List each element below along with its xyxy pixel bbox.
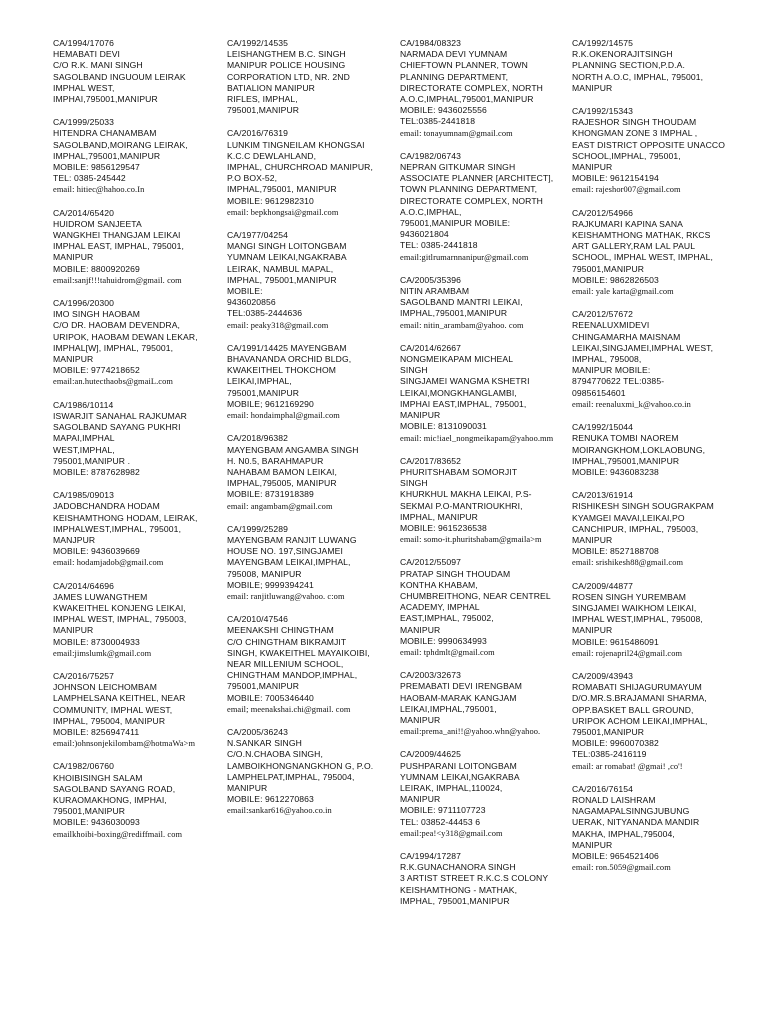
address-column [572,38,750,885]
email-line: email: hitiec@hahoo.co.In [53,185,145,195]
directory-entry [53,671,231,749]
email-line: email: hondaimphal@gmail.com [227,411,340,421]
entry-line: JOHNSON LEICHOMBAM [53,682,157,693]
entry-line: SINGH [400,478,428,489]
entry-line: IMPHALWEST,IMPHAL, 795001, [53,523,182,534]
entry-line: LEIKAI,IMPHAL,795001, [400,703,497,714]
entry-line: EAST,IMPHAL, 795002, [400,613,494,624]
entry-line: LEISHANGTHEM B.C. SINGH [227,49,346,60]
membership-number: CA/1999/25033 [53,117,115,128]
entry-line: CHIEFTOWN PLANNER, TOWN [400,60,528,71]
membership-number: CA/1985/09013 [53,490,115,501]
entry-line: HAOBAM-MARAK KANGJAM [400,692,517,703]
address-column [227,38,405,829]
entry-line: MAPAI,IMPHAL [53,433,115,444]
directory-entry [227,128,405,218]
entry-line: SAGOLBAND SAYANG ROAD, [53,783,176,794]
entry-line: MOBILE: 9612982310 [227,195,314,206]
entry-line: IMPHAL, MANIPUR [400,511,478,522]
directory-entry [400,749,578,839]
entry-line: NAGAMAPALSINNGJUBUNG [572,806,690,817]
entry-line: A.O.C,IMPHAL, [400,206,462,217]
entry-line: MOBILE: 9612154194 [572,173,659,184]
membership-number: CA/1994/17076 [53,38,115,48]
entry-line: LAMPHELPAT,IMPHAL, 795004, [227,771,355,782]
entry-line: MOBILE: 8256947411 [53,726,140,737]
entry-line: MOBILE: 7005346440 [227,692,314,703]
entry-line: SAGOLBAND INGUOUM LEIRAK [53,71,186,82]
entry-line: 3 ARTIST STREET R.K.C.S COLONY [400,873,549,884]
entry-line: BHAVANANDA ORCHID BLDG, [227,354,352,365]
entry-line: MAYENGBAM RANJIT LUWANG [227,534,357,545]
entry-line: UERAK, NITYANANDA MANDIR [572,817,700,828]
entry-line: HOUSE NO. 197,SINGJAMEI [227,546,343,557]
entry-line: C/O CHINGTHAM BIKRAMJIT [227,636,347,647]
entry-line: EAST DISTRICT OPPOSITE UNACCO [572,139,725,150]
entry-line: MANIPUR [400,410,441,421]
entry-line: MAKHA, IMPHAL,795004, [572,828,675,839]
directory-entry [53,298,231,388]
entry-line: MANGI SINGH LOITONGBAM [227,241,347,252]
membership-number: CA/2009/44625 [400,749,462,760]
entry-line: IMPHAL[W], IMPHAL, 795001, [53,342,174,353]
entry-line: TEL: 0385-2441818 [400,240,478,251]
membership-number: CA/1977/04254 [227,230,289,241]
entry-line: PUSHPARANI LOITONGBAM [400,760,517,771]
entry-line: CHINGTHAM MANDOP,IMPHAL, [227,670,358,681]
entry-line: KHURKHUL MAKHA LEIKAI, P.S- [400,489,532,500]
membership-number: CA/2018/96382 [227,433,289,444]
entry-line: IMPHAI EAST,IMPHAL, 795001, [400,398,527,409]
email-line: email: peaky318@gmail.com [227,320,329,330]
entry-line: LAMBOIKHONGNANGKHON G, P.O. [227,760,374,771]
membership-number: CA/2012/55097 [400,557,462,568]
entry-line: MANIPUR [572,839,613,850]
entry-line: YUMNAM LEIKAI,NGAKRABA [400,771,520,782]
directory-entry [53,761,231,839]
email-line: email:jimslumk@gmail.com [53,648,152,658]
membership-number: CA/2003/32673 [400,670,462,681]
entry-line: IMPHAL, 795001,MANIPUR [227,274,337,285]
email-line: email: rojenapril24@gmail.com [572,648,683,658]
directory-entry [53,208,231,286]
email-line: email: bepkhongsai@gmail.com [227,207,339,217]
directory-entry [400,851,578,907]
directory-entry [400,275,578,331]
entry-line: 9436020856 [227,297,276,308]
email-line: email: tonayumnam@gmail.com [400,128,513,138]
entry-line: DIRECTORATE COMPLEX, NORTH [400,82,543,93]
entry-line: KEISHAMTHONG - MATHAK, [400,884,518,895]
entry-line: MOIRANGKHOM,LOKLAOBUNG, [572,444,706,455]
email-line: emailkhoibi-boxing@rediffmail. com [53,829,183,839]
membership-number: CA/2005/35396 [400,274,462,285]
entry-line: TEL:0385-2441818 [400,116,476,127]
entry-line: RENUKA TOMBI NAOREM [572,433,679,444]
membership-number: CA/1984/08323 [400,38,462,48]
entry-line: KURAOMAKHONG, IMPHAI, [53,794,167,805]
entry-line: CHINGAMARHA MAISNAM [572,331,681,342]
entry-line: RAJESHOR SINGH THOUDAM [572,117,697,128]
email-line: email: angambam@gmail.com [227,501,333,511]
entry-line: IMPHAL,795001, MANIPUR [227,184,337,195]
entry-line: MANIPUR [53,252,94,263]
directory-entry [53,490,231,568]
entry-line: MOBILE: 8527188708 [572,546,659,557]
entry-line: SINGH, KWAKEITHEL MAYAIKOIBI, [227,647,370,658]
entry-line: SAGOLBAND,MOIRANG LEIRAK, [53,139,188,150]
entry-line: BATIALION MANIPUR [227,82,315,93]
membership-number: CA/1982/06743 [400,150,462,161]
directory-entry [400,456,578,546]
directory-entry [53,581,231,659]
entry-line: SCHOOL,IMPHAL, 795001, [572,150,681,161]
entry-line: 9436021804 [400,229,449,240]
entry-line: MOBILE: 9436025556 [400,105,487,116]
email-line: email: yale karta@gmail.com [572,287,674,297]
entry-line: MAYENGBAM LEIKAI,IMPHAL, [227,557,351,568]
entry-line: MOBILE; 9612169290 [227,398,314,409]
entry-line: MOBILE: 9856129547 [53,162,140,173]
directory-entry [227,38,405,116]
entry-line: MOBILE: 9711107723 [400,805,486,816]
entry-line: MANIPUR [572,625,613,636]
entry-line: 795001,MANIPUR [227,105,300,116]
entry-line: MANIPUR MOBILE: [572,365,651,376]
entry-line: KWAKEITHEL KONJENG LEIKAI, [53,602,186,613]
entry-line: MOBILE: 8730004933 [53,636,140,647]
email-line: email:prema_ani!!@yahoo.whn@yahoo. [400,727,541,737]
entry-line: URIPOK ACHOM LEIKAI,IMPHAL, [572,715,708,726]
directory-entry [572,784,750,874]
entry-line: NEPRAN GITKUMAR SINGH [400,162,516,173]
membership-number: CA/1991/14425 MAYENGBAM [227,342,347,353]
membership-number: CA/2017/83652 [400,455,462,466]
entry-line: D/O.MR.S.BRAJAMANI SHARMA, [572,693,707,704]
entry-line: 795001,MANIPUR [53,806,126,817]
entry-line: DIRECTORATE COMPLEX, NORTH [400,195,543,206]
entry-line: CORPORATION LTD, NR. 2ND [227,71,350,82]
directory-entry [227,433,405,511]
email-line: email; meenakshai.chi@gmail. com [227,704,351,714]
entry-line: LEIKAI,IMPHAL, [227,376,292,387]
entry-line: TEL:0385-2416119 [572,749,647,760]
entry-line: IMPHAL,795001,MANIPUR [53,150,161,161]
email-line: email:sankar616@yahoo.co.in [227,806,332,816]
email-line: email: reenaluxmi_k@vahoo.co.in [572,399,691,409]
entry-line: RIFLES, IMPHAL, [227,94,298,105]
membership-number: CA/2012/57672 [572,309,634,320]
entry-line: ART GALLERY,RAM LAL PAUL [572,241,696,252]
entry-line: K.C.C DEWLAHLAND, [227,150,317,161]
email-line: email: mic!iael_nongmeikapam@yahoo.mm [400,433,554,443]
email-line: email: ron.5059@gmail.com [572,863,671,873]
entry-line: IMPHAL, CHURCHROAD MANIPUR, [227,162,373,173]
directory-entry [227,727,405,817]
membership-number: CA/1992/15044 [572,422,634,433]
entry-line: KEISHAMTHONG HODAM, LEIRAK, [53,512,198,523]
entry-line: PLANNING SECTION,P.D.A. [572,60,685,71]
membership-number: CA/2009/44877 [572,580,634,591]
entry-line: PHURITSHABAM SOMORJIT [400,466,518,477]
membership-number: CA/2013/61914 [572,490,634,501]
email-line: email: nitin_arambam@yahoo. com [400,320,524,330]
entry-line: ROMABATI SHIJAGURUMAYUM [572,682,702,693]
entry-line: C/O DR. HAOBAM DEVENDRA, [53,320,181,331]
entry-line: LEIRAK, NAMBUL MAPAL, [227,263,334,274]
entry-line: MOBILE: [227,286,263,297]
email-line: email:gitlrumarnnanipur@gmail.com [400,252,529,262]
entry-line: PREMABATI DEVI IRENGBAM [400,681,522,692]
membership-number: CA/2016/75257 [53,670,115,681]
entry-line: JADOBCHANDRA HODAM [53,501,160,512]
membership-number: CA/2016/76154 [572,783,634,794]
directory-entry [572,671,750,772]
directory-entry [400,38,578,139]
entry-line: NORTH A.O.C, IMPHAL, 795001, [572,71,704,82]
entry-line: PLANNING DEPARTMENT, [400,71,509,82]
entry-line: WANGKHEI THANGJAM LEIKAI [53,230,181,241]
entry-line: MANIPUR [400,714,441,725]
directory-entry [572,106,750,196]
entry-line: MOBILE: 9436039669 [53,546,140,557]
entry-line: MANIPUR [53,625,94,636]
entry-line: MANIPUR [572,534,613,545]
entry-line: HITENDRA CHANAMBAM [53,128,157,139]
entry-line: RISHIKESH SINGH SOUGRAKPAM [572,501,714,512]
entry-line: KYAMGEI MAVAI,LEIKAI,PO [572,512,685,523]
entry-line: LAMPHELSANA KEITHEL, NEAR [53,693,186,704]
entry-line: NAHABAM BAMON LEIKAI, [227,466,338,477]
entry-line: HUIDROM SANJEETA [53,218,142,229]
directory-entry [572,581,750,659]
membership-number: CA/2005/36243 [227,726,289,737]
entry-line: SINGJAMEI WANGMA KSHETRI [400,376,530,387]
entry-line: MANIPUR [400,794,441,805]
entry-line: R.K.OKENORAJITSINGH [572,49,673,60]
entry-line: RAJKUMARI KAPINA SANA [572,218,683,229]
entry-line: LEIKAI,MONGKHANGLAMBI, [400,387,517,398]
entry-line: PRATAP SINGH THOUDAM [400,568,511,579]
entry-line: KHONGMAN ZONE 3 IMPHAL , [572,128,698,139]
entry-line: IMPHAL,795005, MANIPUR [227,478,337,489]
entry-line: MAYENGBAM ANGAMBA SINGH [227,444,359,455]
entry-line: MOBILE: 9615486091 [572,636,659,647]
membership-number: CA/1982/06760 [53,761,115,772]
membership-number: CA/2010/47546 [227,614,289,625]
address-column [53,38,231,852]
entry-line: IMO SINGH HAOBAM [53,309,141,320]
membership-number: CA/1986/10114 [53,399,114,410]
entry-line: N.SANKAR SINGH [227,738,302,749]
entry-line: SAGOLBAND MANTRI LEIKAI, [400,297,523,308]
directory-entry [400,670,578,737]
entry-line: WEST,IMPHAL, [53,444,115,455]
entry-line: IMPHAL WEST, [53,82,115,93]
entry-line: MOBILE: 9960070382 [572,738,659,749]
entry-line: H. N0.5, BARAHMAPUR [227,455,324,466]
entry-line: MANIPUR [227,782,268,793]
entry-line: LEIKAI,SINGJAMEI,IMPHAL WEST, [572,342,714,353]
entry-line: TOWN PLANNING DEPARTMENT, [400,184,538,195]
entry-line: LUNKIM TINGNEILAM KHONGSAI [227,139,365,150]
entry-line: ASSOCIATE PLANNER [ARCHITECT], [400,173,554,184]
address-column [400,38,578,919]
membership-number: CA/2009/43943 [572,670,634,681]
entry-line: KWAKEITHEL THOKCHOM [227,365,337,376]
email-line: email: somo-it.phuritshabam@gmaila>m [400,535,542,545]
directory-entry [572,422,750,478]
entry-line: TEL: 03852-44453 6 [400,816,481,827]
membership-number: CA/1999/25289 [227,523,289,534]
membership-number: CA/1994/17287 [400,851,462,861]
entry-line: TEL: 0385-245442 [53,173,126,184]
email-line: email:)ohnsonjekilombam@hotmaWa>m [53,739,196,749]
entry-line: MOBILE: 9654521406 [572,851,659,861]
entry-line: TEL:0385-2444636 [227,308,303,319]
entry-line: SINGJAMEI WAIKHOM LEIKAI, [572,602,697,613]
entry-line: MOBILE: 9774218652 [53,365,140,376]
entry-line: MEENAKSHI CHINGTHAM [227,625,334,636]
entry-line: IMPHAL WEST, IMPHAL, 795003, [53,614,187,625]
entry-line: NONGMEIKAPAM MICHEAL [400,354,514,365]
entry-line: KHOIBISINGH SALAM [53,772,143,783]
email-line: email:sanjf!!!tahuidrom@gmail. com [53,275,182,285]
email-line: email: hodamjadob@gmail.com [53,558,164,568]
directory-entry [400,343,578,444]
entry-line: OPP.BASKET BALL GROUND, [572,704,694,715]
membership-number: CA/1992/15343 [572,106,634,117]
entry-line: CHUMBREITHONG, NEAR CENTREL [400,590,551,601]
entry-line: MOBILE: 8131090031 [400,421,487,432]
entry-line: SEKMAI P.O-MANTRIOUKHRI, [400,500,523,511]
email-line: email: ar romabat! @gmai! ,co'! [572,761,683,771]
entry-line: SINGH [400,365,428,376]
entry-line: 09856154601 [572,387,626,398]
email-line: email:pea!<y318@gmail.com [400,828,503,838]
entry-line: IMPHAI,795001,MANIPUR [53,94,158,105]
membership-number: CA/2014/65420 [53,207,115,218]
entry-line: COMMUNITY, IMPHAL WEST, [53,704,173,715]
entry-line: IMPHAL WEST,IMPHAL, 795008, [572,614,703,625]
membership-number: CA/2014/62667 [400,342,462,353]
entry-line: MOBILE: 9436083238 [572,466,659,477]
entry-line: IMPHAL, 795001,MANIPUR [400,895,510,906]
entry-line: MOBILE: 9612270863 [227,794,314,805]
entry-line: MOBILE: 9990634993 [400,635,487,646]
entry-line: REENALUXMIDEVI [572,320,650,331]
directory-entry [572,208,750,298]
directory-entry [53,117,231,195]
directory-entry [572,38,750,94]
entry-line: 8794770622 TEL:0385- [572,376,665,387]
membership-number: CA/1996/20300 [53,298,115,309]
entry-line: A.O.C,IMPHAL,795001,MANIPUR [400,94,534,105]
entry-line: IMPHAL, 795008, [572,354,642,365]
entry-line: SCHOOL, IMPHAL WEST, IMPHAL, [572,252,713,263]
entry-line: MOBILE: 8787628982 [53,466,140,477]
entry-line: CANCHIPUR, IMPHAL, 795003, [572,523,699,534]
email-line: email:an.hutecthaobs@gmaiL.com [53,377,174,387]
membership-number: CA/1992/14535 [227,38,289,48]
entry-line: IMPHAL EAST, IMPHAL, 795001, [53,241,184,252]
entry-line: HEMABATI DEVI [53,49,121,60]
membership-number: CA/1992/14575 [572,38,634,48]
directory-entry [572,309,750,410]
entry-line: YUMNAM LEIKAI,NGAKRABA [227,252,347,263]
entry-line: 795001,MANIPUR [572,263,645,274]
directory-entry [227,614,405,715]
entry-line: SAGOLBAND SAYANG PUKHRI [53,422,181,433]
directory-entry [53,38,231,105]
entry-line: MOBILE: 8731918389 [227,489,314,500]
entry-line: MOBILE: 8800920269 [53,263,140,274]
entry-line: ACADEMY, IMPHAL [400,602,480,613]
entry-line: URIPOK, HAOBAM DEWAN LEKAR, [53,331,198,342]
entry-line: MANIPUR POLICE HOUSING [227,60,346,71]
entry-line: MOBILE: 9436030093 [53,817,140,828]
email-line: email: ranjitluwang@vahoo. c:om [227,591,345,601]
entry-line: NITIN ARAMBAM [400,286,470,297]
entry-line: MANIPUR [572,82,613,93]
directory-entry [400,151,578,263]
entry-line: C/O.N.CHAOBA SINGH, [227,749,323,760]
entry-line: 795001,MANIPUR [227,387,300,398]
directory-entry [53,400,231,478]
entry-line: LEIRAK, IMPHAL,110024, [400,782,503,793]
entry-line: IMPHAL, 795004, MANIPUR [53,715,166,726]
directory-entry [400,557,578,658]
membership-number: CA/2012/54966 [572,207,634,218]
entry-line: NEAR MILLENIUM SCHOOL, [227,658,344,669]
entry-line: MANJPUR [53,534,96,545]
entry-line: ROSEN SINGH YUREMBAM [572,591,687,602]
entry-line: NARMADA DEVI YUMNAM [400,49,508,60]
directory-entry [227,230,405,331]
entry-line: 795001,MANIPUR [227,681,300,692]
entry-line: 795001,MANIPUR MOBILE: [400,218,511,229]
entry-line: RONALD LAISHRAM [572,794,656,805]
membership-number: CA/2016/76319 [227,128,289,139]
email-line: email: tphdmlt@gmail.com [400,647,495,657]
entry-line: KONTHA KHABAM, [400,579,478,590]
entry-line: IMPHAL,795001,MANIPUR [400,308,508,319]
directory-entry [227,343,405,421]
entry-line: MOBILE: 9615236538 [400,522,487,533]
entry-line: 795001,MANIPUR . [53,455,131,466]
entry-line: P.O BOX-52, [227,173,278,184]
entry-line: MANIPUR [400,624,441,635]
entry-line: MOBILE; 9999394241 [227,579,314,590]
entry-line: C/O R.K. MANI SINGH [53,60,143,71]
directory-entry [572,490,750,568]
entry-line: MANIPUR [53,354,94,365]
entry-line: MANIPUR [572,162,613,173]
email-line: email: rajeshor007@gmail.com [572,185,681,195]
entry-line: KEISHAMTHONG MATHAK, RKCS [572,230,711,241]
entry-line: 795001,MANIPUR [572,726,645,737]
entry-line: IMPHAL,795001,MANIPUR [572,455,680,466]
entry-line: JAMES LUWANGTHEM [53,591,148,602]
email-line: email: srishikesh88@gmail.com [572,558,684,568]
entry-line: R.K.GUNACHANORA SINGH [400,862,516,873]
entry-line: ISWARJIT SANAHAL RAJKUMAR [53,410,187,421]
entry-line: MOBILE: 9862826503 [572,274,659,285]
directory-entry [227,524,405,602]
entry-line: 795008, MANIPUR [227,568,302,579]
membership-number: CA/2014/64696 [53,580,115,591]
